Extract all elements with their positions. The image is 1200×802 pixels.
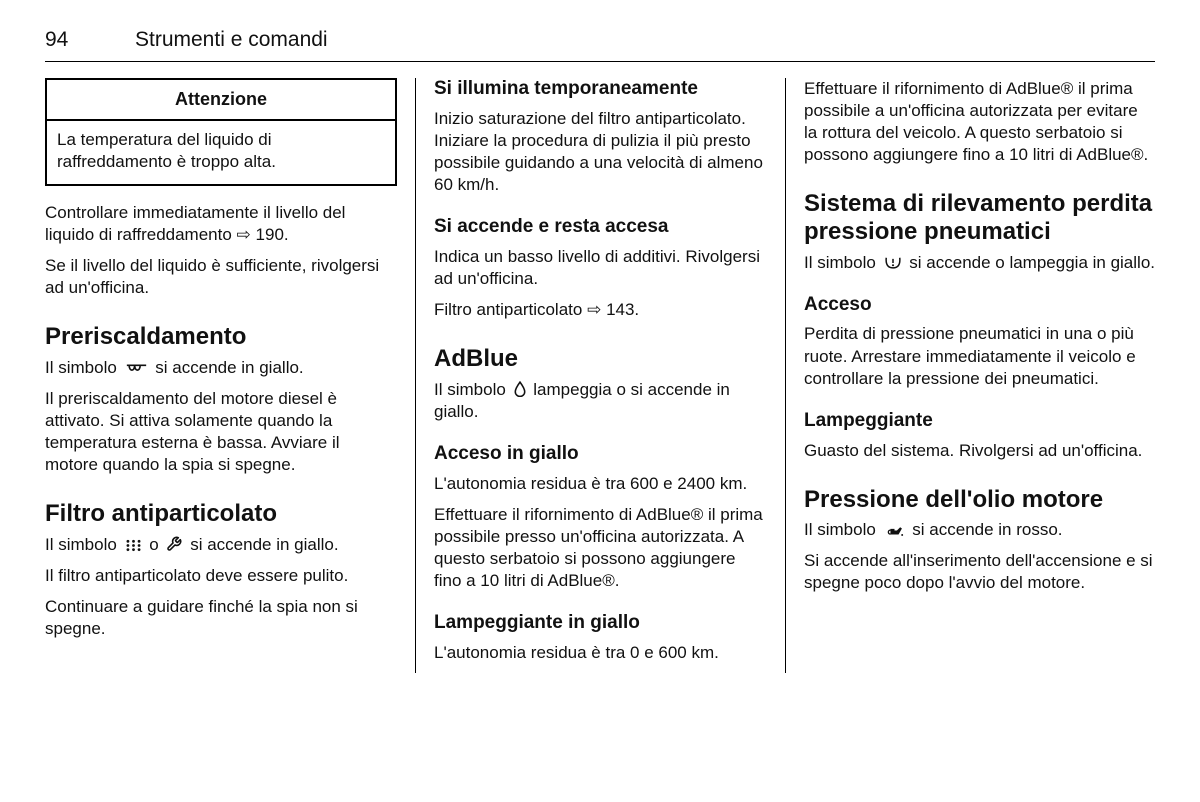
glow-plug-icon — [125, 362, 148, 375]
preheat-body-paragraph: Il preriscaldamento del motore diesel è attivato. Si attiva solamente quando la temperatura esterna è bassa. Avviare il motore quando la spia si spegne. — [45, 388, 340, 474]
oil-can-icon — [884, 524, 905, 537]
preheat-heading: Preriscaldamento — [45, 322, 247, 350]
yellow-flash-heading: Lampeggiante in giallo — [434, 612, 640, 634]
dpf-symbol-paragraph: Il simbolo o si accende in giallo. — [45, 534, 339, 554]
dpf-reference-paragraph: Filtro antiparticolato ⇨ 143. — [434, 300, 640, 320]
page-reference — [237, 225, 289, 244]
tpms-on-paragraph: Perdita di pressione pneumatici in una o più ruote. Arrestare immediatamente il veicolo e controllare la pressione dei pneumatici. — [804, 324, 1136, 388]
tpms-symbol-paragraph: Il simbolo si accende o lampeggia in giallo. — [804, 252, 1155, 272]
dpf-heading: Filtro antiparticolato — [45, 500, 278, 528]
adblue-continuation-paragraph: Effettuare il rifornimento di AdBlue® il prima possibile a un'officina autorizzata per evitare la rottura del veicolo. A questo serbatoio si possono aggiungere fino a 10 litri di AdBlue®. — [804, 79, 1149, 165]
coolant-check-paragraph — [45, 202, 397, 246]
column-1 — [45, 78, 415, 673]
dpf-body1-paragraph: Il filtro antiparticolato deve essere pulito. — [45, 565, 349, 585]
adblue-icon — [514, 381, 526, 397]
page-number: 94 — [45, 28, 69, 51]
column-3 — [785, 78, 1155, 673]
page-ref-number: 143. — [606, 300, 640, 320]
adblue-heading: AdBlue — [434, 345, 518, 373]
wrench-icon — [166, 536, 182, 552]
running-header — [45, 28, 1155, 52]
oil-pressure-heading: Pressione dell'olio motore — [804, 485, 1104, 513]
column-2 — [415, 78, 785, 673]
yellow-on-heading: Acceso in giallo — [434, 443, 579, 465]
tpms-heading: Sistema di rilevamento perdita pressione pneumatici — [804, 190, 1153, 245]
page-ref-arrow-icon: ⇨ — [236, 224, 251, 244]
tire-pressure-warning-icon — [884, 256, 902, 270]
page-header-title: Strumenti e comandi — [135, 28, 328, 51]
columns — [45, 78, 1155, 673]
warning-body: La temperatura del liquido di raffreddamento è troppo alta. — [57, 130, 276, 172]
temporary-light-heading: Si illumina temporaneamente — [434, 78, 698, 99]
header-rule — [45, 61, 1155, 62]
warning-box — [45, 78, 397, 186]
page-ref-arrow-icon: ⇨ — [587, 300, 602, 320]
stays-on-paragraph: Indica un basso livello di additivi. Rivolgersi ad un'officina. — [434, 246, 760, 289]
dpf-body2-paragraph: Continuare a guidare finché la spia non si spegne. — [45, 596, 358, 638]
temporary-light-paragraph: Inizio saturazione del filtro antiparticolato. Iniziare la procedura di pulizia il più presto possibile guidando a una velocità di almeno 60 km/h. — [434, 108, 763, 195]
tpms-on-heading: Acceso — [804, 293, 872, 315]
stays-on-heading: Si accende e resta accesa — [434, 216, 669, 238]
yellow-on-range-paragraph: L'autonomia residua è tra 600 e 2400 km. — [434, 473, 748, 493]
tpms-flash-heading: Lampeggiante — [804, 409, 933, 431]
page-ref-number: 190. — [255, 224, 289, 244]
yellow-on-refill-paragraph: Effettuare il rifornimento di AdBlue® il prima possibile presso un'officina autorizzata. A questo serbatoio si possono aggiungere fino a 10 litri di AdBlue®. — [434, 504, 763, 591]
yellow-flash-range-paragraph: L'autonomia residua è tra 0 e 600 km. — [434, 643, 719, 663]
coolant-check-text: Controllare immediatamente il livello del liquido di raffreddamento — [45, 202, 346, 244]
tpms-flash-paragraph: Guasto del sistema. Rivolgersi ad un'officina. — [804, 440, 1143, 460]
particulate-filter-icon — [125, 539, 142, 552]
oil-body-paragraph: Si accende all'inserimento dell'accensione e si spegne poco dopo l'avvio del motore. — [804, 551, 1153, 593]
coolant-sufficient-paragraph: Se il livello del liquido è sufficiente, rivolgersi ad un'officina. — [45, 255, 380, 297]
oil-symbol-paragraph: Il simbolo si accende in rosso. — [804, 520, 1063, 540]
preheat-symbol-paragraph: Il simbolo si accende in giallo. — [45, 357, 304, 377]
warning-title: Attenzione — [47, 80, 395, 121]
adblue-symbol-paragraph: Il simbolo lampeggia o si accende in giallo. — [434, 379, 730, 421]
page-reference — [587, 300, 639, 319]
